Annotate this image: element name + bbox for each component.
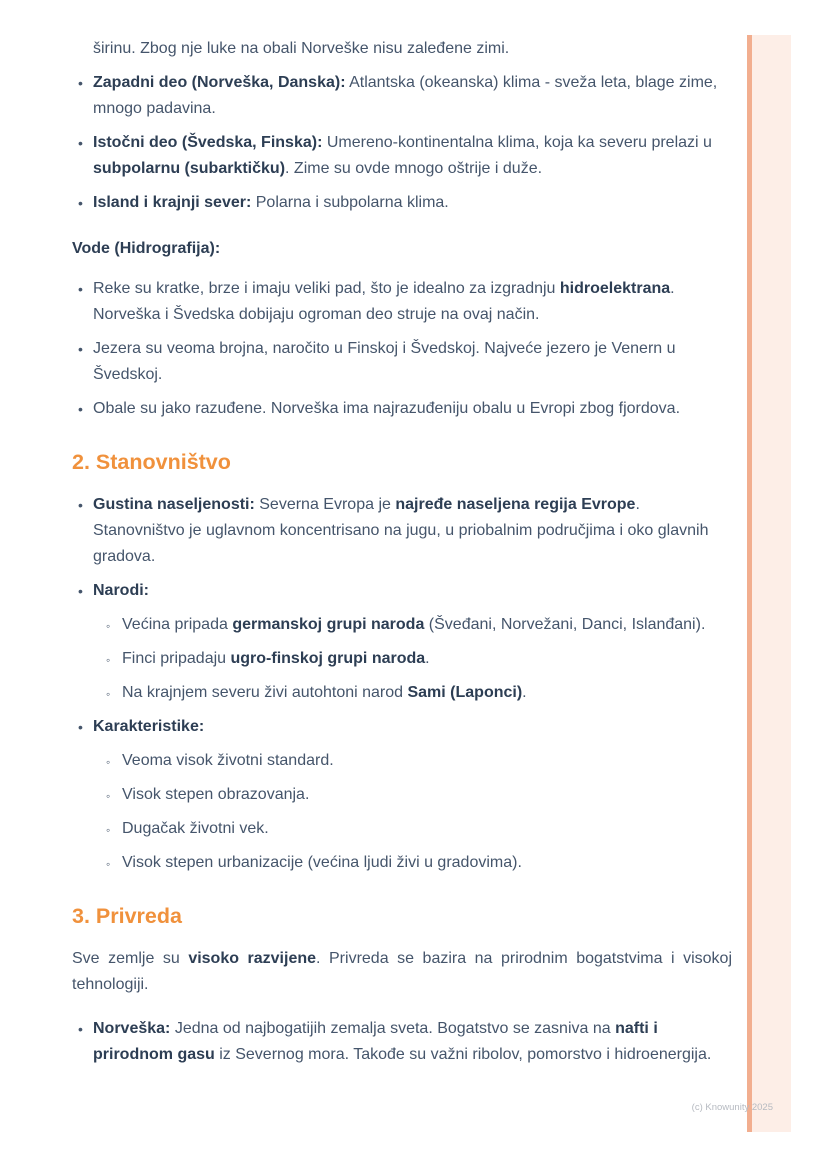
- circle-bullet-icon: ◦: [106, 789, 111, 803]
- subheading-vode: Vode (Hidrografija):: [72, 240, 221, 257]
- list-item-text: Visok stepen urbanizacije (većina ljudi živi u gradovima).: [122, 854, 522, 871]
- bullet-icon: •: [78, 497, 83, 513]
- list-item-reke: [72, 276, 732, 328]
- vode-list: [72, 276, 732, 422]
- section-heading-stanovnistvo: 2. Stanovništvo: [72, 450, 231, 474]
- list-item-standard: [93, 748, 732, 774]
- bullet-icon: •: [78, 719, 83, 735]
- list-item-jezera: [72, 336, 732, 388]
- intro-paragraph: širinu. Zbog nje luke na obali Norveške nisu zaleđene zimi.: [93, 40, 510, 57]
- bullet-icon: •: [78, 1021, 83, 1037]
- list-item-text: Veoma visok životni standard.: [122, 752, 334, 769]
- list-item-text: Gustina naseljenosti: Severna Evropa je najređe naseljena regija Evrope. Stanovništvo je uglavnom koncentrisano na jugu, u priobalnim područjima i oko glavnih gradova.: [93, 496, 709, 565]
- list-item-text: Većina pripada germanskoj grupi naroda (Šveđani, Norvežani, Danci, Islanđani).: [122, 616, 706, 633]
- list-item-finci: [93, 646, 732, 672]
- list-item-text: Zapadni deo (Norveška, Danska): Atlantska (okeanska) klima - sveža leta, blage zime, mnogo padavina.: [93, 74, 718, 117]
- list-item-obrazovanje: [93, 782, 732, 808]
- bullet-icon: •: [78, 75, 83, 91]
- list-item-urbanizacija: [93, 850, 732, 876]
- list-item-zapadni-deo: [72, 70, 732, 122]
- list-item-text: Visok stepen obrazovanja.: [122, 786, 310, 803]
- list-item-text: Istočni deo (Švedska, Finska): Umereno-kontinentalna klima, koja ka severu prelazi u subpolarnu (subarktičku). Zime su ovde mnogo oštrije i duže.: [93, 134, 712, 177]
- copyright-watermark: (c) Knowunity 2025: [691, 1102, 773, 1113]
- circle-bullet-icon: ◦: [106, 823, 111, 837]
- list-item-germanska-grupa: [93, 612, 732, 638]
- list-item-text: Obale su jako razuđene. Norveška ima najrazuđeniju obalu u Evropi zbog fjordova.: [93, 400, 681, 417]
- list-item-text: Karakteristike:: [93, 718, 205, 735]
- climate-list: [72, 70, 732, 216]
- section-heading-privreda: 3. Privreda: [72, 904, 182, 928]
- bullet-icon: •: [78, 401, 83, 417]
- list-item-text: Finci pripadaju ugro-finskoj grupi naroda.: [122, 650, 430, 667]
- circle-bullet-icon: ◦: [106, 755, 111, 769]
- circle-bullet-icon: ◦: [106, 857, 111, 871]
- list-item-island: [72, 190, 732, 216]
- circle-bullet-icon: ◦: [106, 687, 111, 701]
- list-item-obale: [72, 396, 732, 422]
- bullet-icon: •: [78, 195, 83, 211]
- bullet-icon: •: [78, 583, 83, 599]
- list-item-text: Dugačak životni vek.: [122, 820, 269, 837]
- karakteristike-sublist: [93, 748, 732, 876]
- list-item-text: Reke su kratke, brze i imaju veliki pad, što je idealno za izgradnju hidroelektrana. Norveška i Švedska dobijaju ogroman deo struje na ovaj način.: [93, 280, 675, 323]
- list-item-norveska: [72, 1016, 732, 1068]
- decorative-stripe: [747, 35, 791, 1132]
- privreda-list: [72, 1016, 732, 1068]
- bullet-icon: •: [78, 341, 83, 357]
- circle-bullet-icon: ◦: [106, 653, 111, 667]
- circle-bullet-icon: ◦: [106, 619, 111, 633]
- bullet-icon: •: [78, 135, 83, 151]
- list-item-text: Narodi:: [93, 582, 149, 599]
- list-item-karakteristike: [72, 714, 732, 876]
- privreda-paragraph: Sve zemlje su visoko razvijene. Privreda se bazira na prirodnim bogatstvima i visokoj tehnologiji.: [72, 950, 733, 993]
- list-item-sami: [93, 680, 732, 706]
- bullet-icon: •: [78, 281, 83, 297]
- list-item-text: Jezera su veoma brojna, naročito u Finskoj i Švedskoj. Najveće jezero je Venern u Švedskoj.: [93, 340, 676, 383]
- list-item-text: Na krajnjem severu živi autohtoni narod Sami (Laponci).: [122, 684, 527, 701]
- list-item-zivotni-vek: [93, 816, 732, 842]
- list-item-text: Island i krajnji sever: Polarna i subpolarna klima.: [93, 194, 449, 211]
- narodi-sublist: [93, 612, 732, 706]
- list-item-narodi: [72, 578, 732, 706]
- list-item-istocni-deo: [72, 130, 732, 182]
- list-item-text: Norveška: Jedna od najbogatijih zemalja sveta. Bogatstvo se zasniva na nafti i prirodnom gasu iz Severnog mora. Takođe su važni ribolov, pomorstvo i hidroenergija.: [93, 1020, 712, 1063]
- document-content: [72, 36, 732, 1076]
- list-item-gustina: [72, 492, 732, 570]
- stanovnistvo-list: [72, 492, 732, 876]
